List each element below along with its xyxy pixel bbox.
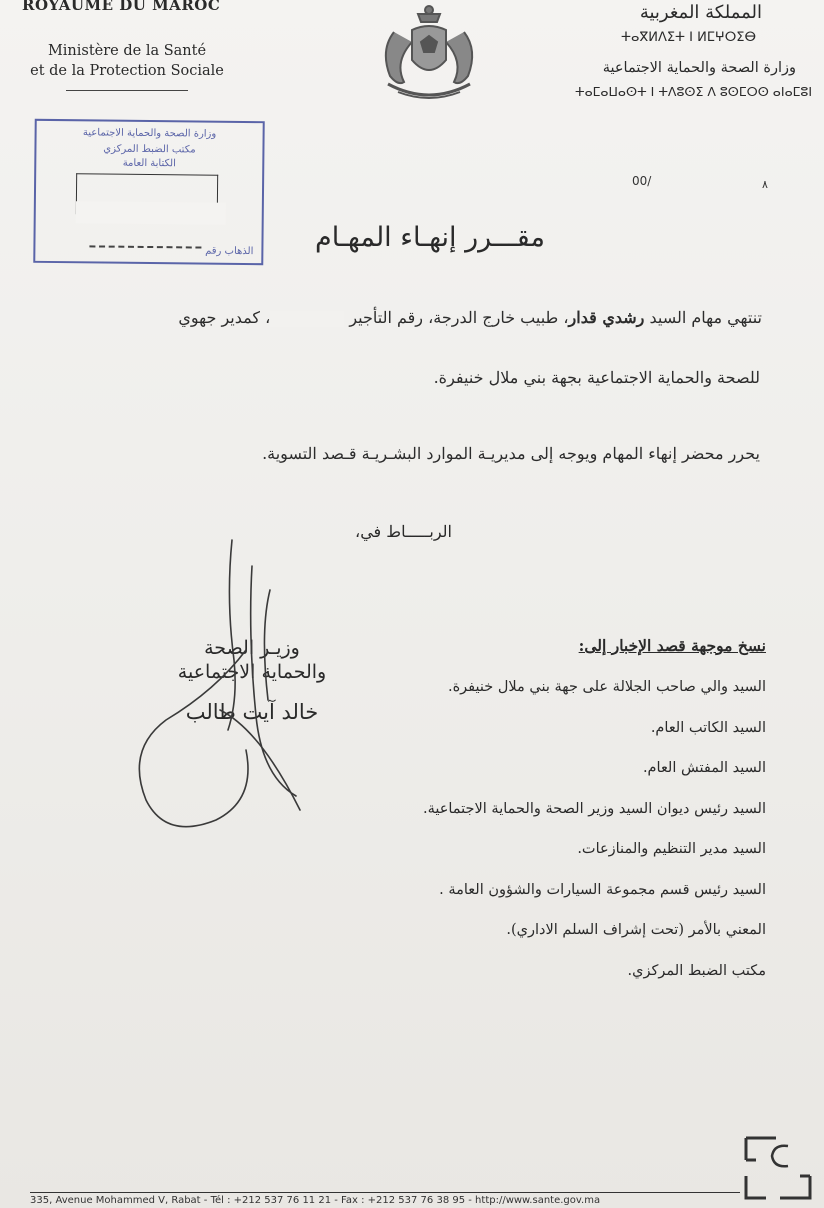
place-date: الربـــــاط في، [355, 522, 452, 541]
list-item: السيد المفتش العام. [642, 760, 766, 776]
stamp-dash [89, 245, 201, 248]
ministry-ar: وزارة الصحة والحماية الاجتماعية [602, 60, 796, 76]
ministry-fr-line2: et de la Protection Sociale [30, 63, 224, 79]
copies-list [346, 667, 766, 991]
copies-section [346, 636, 766, 991]
reference-mark: ٨ [762, 178, 768, 191]
list-item: المعني بالأمر (تحت إشراف السلم الاداري). [506, 922, 766, 938]
list-item: السيد رئيس قسم مجموعة السيارات والشؤون العامة . [439, 881, 766, 898]
signatory-title-line2: والحماية الاجتماعية [177, 661, 327, 683]
kingdom-tifinagh: ⵜⴰⴳⵍⴷⵉⵜ ⵏ ⵍⵎⵖⵔⵉⴱ [620, 30, 756, 45]
kingdom-fr: ROYAUME DU MAROC [22, 0, 221, 14]
list-item: السيد والي صاحب الجلالة على جهة بني ملال خنيفرة. [447, 679, 766, 695]
ministry-fr-line1: Ministère de la Santé [47, 43, 207, 59]
p1-name: رشدي قدار [568, 308, 645, 327]
footer-address: 335, Avenue Mohammed V, Rabat - Tél : +212 537 76 11 21 - Fax : +212 537 76 38 95 - http://www.sante.gov.ma [30, 1195, 601, 1206]
stamp-redaction [76, 201, 226, 225]
ministry-tifinagh: ⵜⴰⵎⴰⵡⴰⵙⵜ ⵏ ⵜⴷⵓⵙⵉ ⴷ ⵓⵙⵎⵔⵙ ⴰⵏⴰⵎⵓⵏ [575, 84, 812, 99]
coat-of-arms-icon [374, 2, 484, 104]
p1-part-c: ، كمدير جهوي [178, 308, 271, 327]
stamp-line4: الذهاب رقم [205, 245, 254, 258]
paragraph-1 [178, 308, 762, 327]
list-item: السيد رئيس ديوان السيد وزير الصحة والحماية الاجتماعية. [422, 800, 766, 817]
p1-part-a: تنتهي مهام السيد [644, 308, 762, 327]
document-title: مقـــرر إنهـاء المهـام [315, 222, 545, 253]
stamp-line2: مكتب الضبط المركزي [103, 143, 196, 156]
paragraph-2: للصحة والحماية الاجتماعية بجهة بني ملال خنيفرة. [433, 368, 760, 387]
stamp-line1: وزارة الصحة والحماية الاجتماعية [82, 127, 217, 140]
redacted-payroll-number [270, 311, 344, 327]
signatory-name: خالد آيت طالب [185, 700, 319, 724]
paragraph-3: يحرر محضر إنهاء المهام ويوجه إلى مديريـة الموارد البشـريـة قـصد التسوية. [262, 444, 760, 463]
footer-rule [30, 1192, 740, 1193]
list-item: مكتب الضبط المركزي. [627, 962, 766, 979]
kingdom-ar: المملكة المغربية [639, 2, 762, 23]
copies-heading: نسخ موجهة قصد الإخبار إلى: [578, 636, 766, 655]
list-item: السيد مدير التنظيم والمنازعات. [577, 841, 766, 857]
stamp-line3: الكتابة العامة [122, 157, 176, 170]
signatory-title-line1: وزيـر الصحة [204, 637, 300, 659]
ministry-logo-icon [742, 1132, 814, 1204]
p1-part-b: ، طبيب خارج الدرجة، رقم التأجير [344, 308, 569, 327]
reference-number: 00/ [632, 174, 652, 188]
ministry-fr [20, 41, 234, 81]
header-rule [66, 90, 188, 91]
list-item: السيد الكاتب العام. [650, 719, 766, 736]
registry-stamp [33, 119, 264, 265]
handwritten-signature [120, 530, 360, 850]
